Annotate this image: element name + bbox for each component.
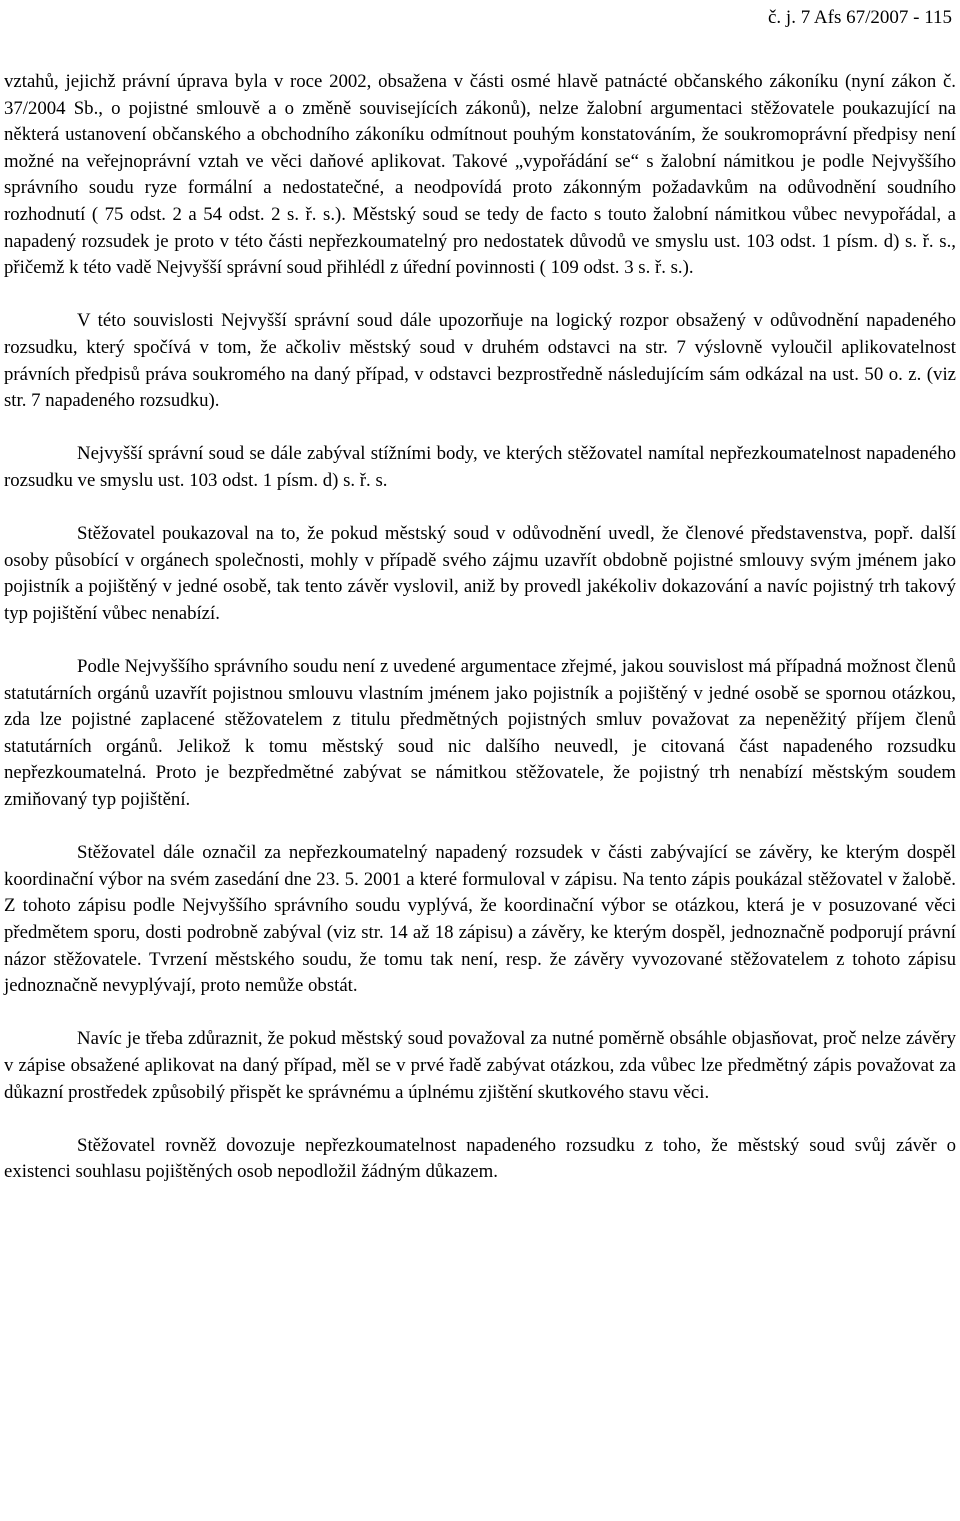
paragraph-1: vztahů, jejichž právní úprava byla v roce 2002, obsažena v části osmé hlavě patnácté občanského zákoníku (nyní zákon č. 37/2004 Sb., o pojistné smlouvě a o změně souvisejících zákonů), nelze žalobní argumentaci stěžovatele poukazující na některá ustanovení občanského a obchodního zákoníku odmítnout pouhým konstatováním, že soukromoprávní předpisy není možné na veřejnoprávní vztah ve věci daňové aplikovat. Takové „vypořádání se“ s žalobní námitkou je podle Nejvyššího správního soudu ryze formální a nedostatečné, a neodpovídá proto zákonným požadavkům na odůvodnění soudního rozhodnutí ( 75 odst. 2 a 54 odst. 2 s. ř. s.). Městský soud se tedy de facto s touto žalobní námitkou vůbec nevypořádal, a napadený rozsudek je proto v této části nepřezkoumatelný pro nedostatek důvodů ve smyslu ust. 103 odst. 1 písm. d) s. ř. s., přičemž k této vadě Nejvyšší správní soud přihlédl z úřední povinnosti ( 109 odst. 3 s. ř. s.). bbox=[4, 71, 956, 279]
paragraph-3: Nejvyšší správní soud se dále zabýval stížními body, ve kterých stěžovatel namítal nepřezkoumatelnost napadeného rozsudku ve smyslu ust. 103 odst. 1 písm. d) s. ř. s. bbox=[4, 443, 956, 491]
paragraph-4: Stěžovatel poukazoval na to, že pokud městský soud v odůvodnění uvedl, že členové představenstva, popř. další osoby působící v orgánech společnosti, mohly v případě svého zájmu uzavřít obdobně pojistné smlouvy svým jménem jako pojistník a pojištěný v jedné osobě, tak tento závěr vyslovil, aniž by provedl jakékoliv dokazování a navíc pojistný trh takový typ pojištění vůbec nenabízí. bbox=[4, 523, 956, 624]
paragraph-6: Stěžovatel dále označil za nepřezkoumatelný napadený rozsudek v části zabývající se závěry, ke kterým dospěl koordinační výbor na svém zasedání dne 23. 5. 2001 a které formuloval v zápisu. Na tento zápis poukázal stěžovatel v žalobě. Z tohoto zápisu podle Nejvyššího správního soudu vyplývá, že koordinační výbor se otázkou, která je v posuzované věci předmětem sporu, dosti podrobně zabýval (viz str. 14 až 18 zápisu) a závěry, ke kterým dospěl, jednoznačně podporují právní názor stěžovatele. Tvrzení městského soudu, že tomu tak není, resp. že závěry vyvozované stěžovatelem z tohoto zápisu jednoznačně nevyplývají, proto nemůže obstát. bbox=[4, 842, 956, 997]
paragraph-7: Navíc je třeba zdůraznit, že pokud městský soud považoval za nutné poměrně obsáhle objasňovat, proč nelze závěry v zápise obsažené aplikovat na daný případ, měl se v prvé řadě zabývat otázkou, zda vůbec lze předmětný zápis považovat za důkazní prostředek způsobilý přispět ke správnému a úplnému zjištění skutkového stavu věci. bbox=[4, 1028, 956, 1103]
paragraph-8: Stěžovatel rovněž dovozuje nepřezkoumatelnost napadeného rozsudku z toho, že městský soud svůj závěr o existenci souhlasu pojištěných osob nepodložil žádným důkazem. bbox=[4, 1134, 956, 1183]
document-body bbox=[4, 69, 956, 1186]
paragraph-5: Podle Nejvyššího správního soudu není z uvedené argumentace zřejmé, jakou souvislost má případná možnost členů statutárních orgánů uzavřít pojistnou smlouvu vlastním jménem jako pojistník a pojištěný v jedné osobě se spornou otázkou, zda lze pojistné zaplacené stěžovatelem z titulu předmětných pojistných smluv považovat za nepeněžitý příjem členů statutárních orgánů. Jelikož k tomu městský soud nic dalšího neuvedl, je citovaná část napadeného rozsudku nepřezkoumatelná. Proto je bezpředmětné zabývat se námitkou stěžovatele, že pojistný trh nenabízí městským soudem zmiňovaný typ pojištění. bbox=[4, 656, 956, 811]
paragraph-2: V této souvislosti Nejvyšší správní soud dále upozorňuje na logický rozpor obsažený v odůvodnění napadeného rozsudku, který spočívá v tom, že ačkoliv městský soud v druhém odstavci na str. 7 výslovně vyloučil aplikovatelnost právních předpisů práva soukromého na daný případ, v odstavci bezprostředně následujícím sám odkázal na ust. 50 o. z. (viz str. 7 napadeného rozsudku). bbox=[4, 310, 956, 412]
case-number-header: č. j. 7 Afs 67/2007 - 115 bbox=[767, 7, 952, 28]
